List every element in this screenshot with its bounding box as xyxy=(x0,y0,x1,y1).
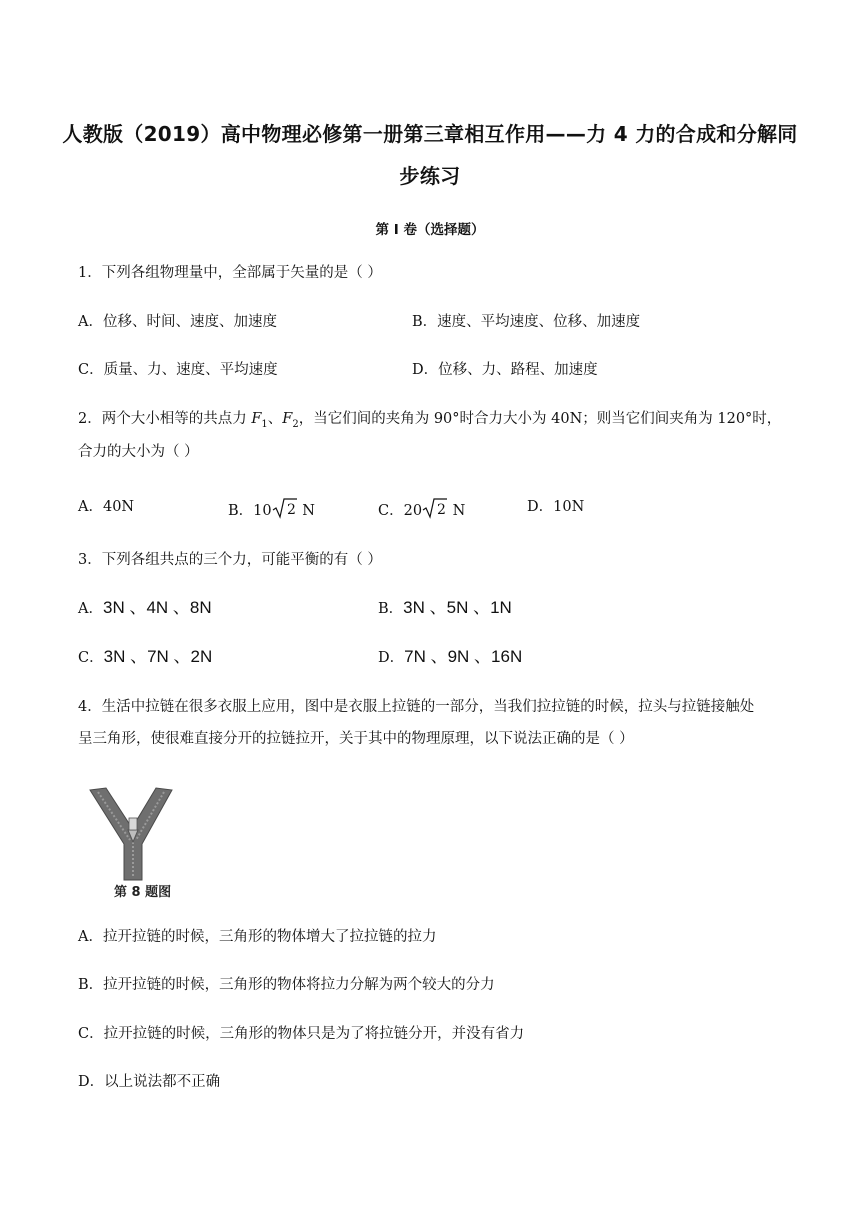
q1-option-b: B．速度、平均速度、位移、加速度 xyxy=(412,314,641,330)
q2-option-a: A．40N xyxy=(78,499,135,515)
q4-option-b: B．拉开拉链的时候，三角形的物体将拉力分解为两个较大的分力 xyxy=(78,977,495,993)
q3-option-c: C．3N 、7N 、2N xyxy=(78,647,213,666)
zipper-illustration xyxy=(90,788,172,880)
q1-stem: 1．下列各组物理量中，全部属于矢量的是（ ） xyxy=(78,265,382,281)
q3-option-a: A．3N 、4N 、8N xyxy=(78,598,212,617)
q4-option-c: C．拉开拉链的时候，三角形的物体只是为了将拉链分开，并没有省力 xyxy=(78,1026,525,1042)
q1-option-c: C．质量、力、速度、平均速度 xyxy=(78,362,278,378)
q4-option-a: A．拉开拉链的时候，三角形的物体增大了拉拉链的拉力 xyxy=(78,929,437,945)
document-title-line1: 人教版（2019）高中物理必修第一册第三章相互作用——力 4 力的合成和分解同 xyxy=(62,122,798,146)
q4-option-d: D．以上说法都不正确 xyxy=(78,1074,221,1090)
zipper-figure xyxy=(84,784,194,906)
svg-text:2: 2 xyxy=(437,502,446,518)
q4-stem-line2: 呈三角形，使很难直接分开的拉链拉开，关于其中的物理原理，以下说法正确的是（ ） xyxy=(78,731,634,747)
q4-stem-line1: 4．生活中拉链在很多衣服上应用，图中是衣服上拉链的一部分，当我们拉拉链的时候，拉头与拉链接触处 xyxy=(78,699,755,715)
sqrt-symbol xyxy=(422,497,448,525)
figure-caption: 第 8 题图 xyxy=(114,885,172,900)
q2-option-d: D．10N xyxy=(527,499,585,515)
q2-option-b: B．10 2 N xyxy=(228,497,315,525)
q1-option-d: D．位移、力、路程、加速度 xyxy=(412,362,598,378)
q2-option-c: C．20 2 N xyxy=(378,497,465,525)
document-title-line2: 步练习 xyxy=(399,164,461,188)
q3-option-d: D．7N 、9N 、16N xyxy=(378,647,523,666)
q1-option-a: A．位移、时间、速度、加速度 xyxy=(78,314,277,330)
svg-text:2: 2 xyxy=(286,502,296,518)
section-heading: 第 I 卷（选择题） xyxy=(375,222,485,238)
q2-stem-line2: 合力的大小为（ ） xyxy=(78,444,199,460)
q3-option-b: B．3N 、5N 、1N xyxy=(378,598,512,617)
q3-stem: 3．下列各组共点的三个力，可能平衡的有（ ） xyxy=(78,552,382,568)
q2-stem: 2．两个大小相等的共点力 $F_1$、$F_2$，当它们间的夹角为 90°时合力大小为 40N；则当它们间夹角为 120°时， xyxy=(78,411,782,430)
sqrt-symbol xyxy=(272,497,298,525)
